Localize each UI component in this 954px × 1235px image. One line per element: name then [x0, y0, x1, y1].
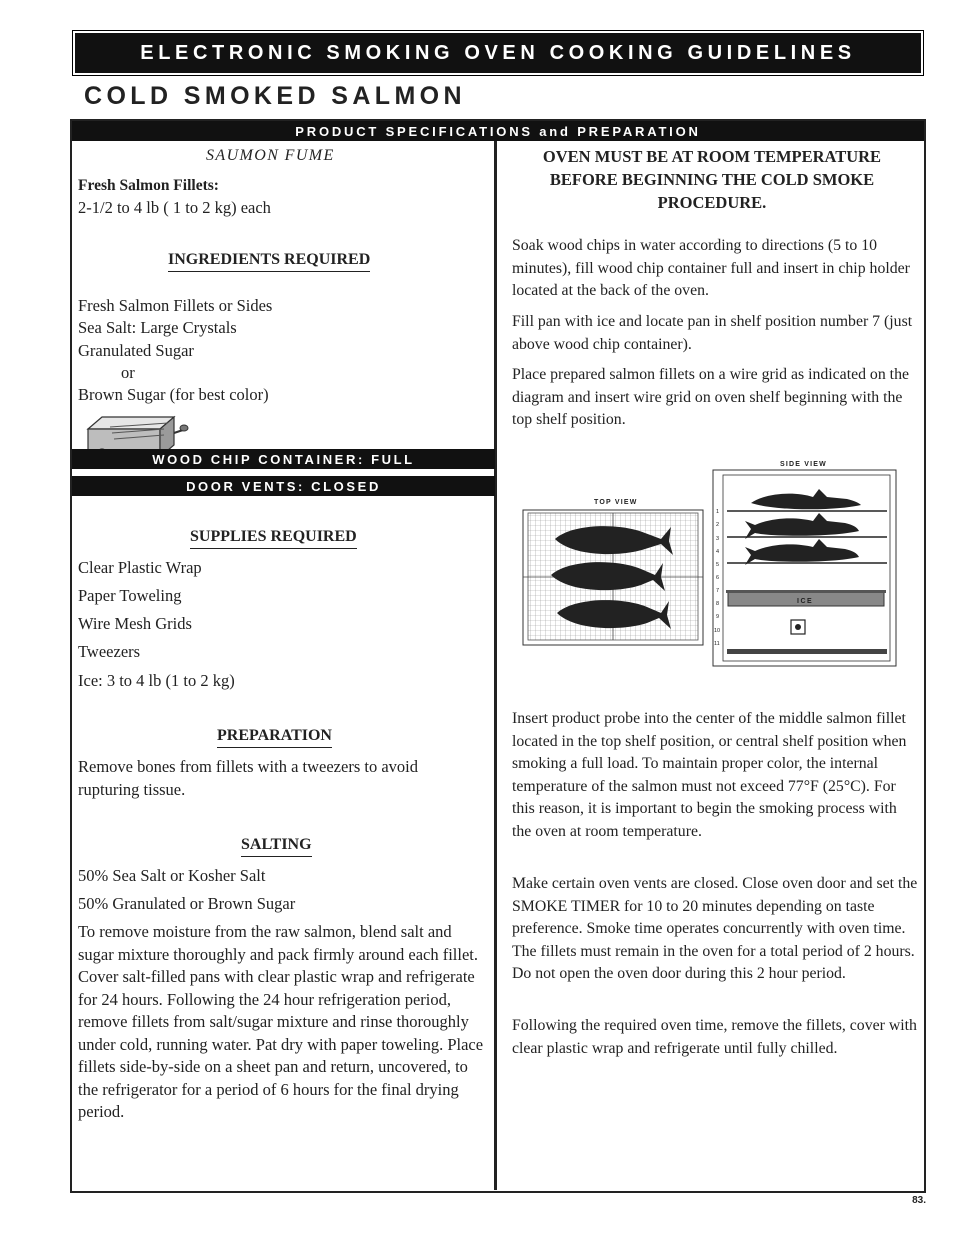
product-subtitle: SAUMON FUME [206, 147, 335, 164]
ingredient-item: Granulated Sugar [78, 341, 194, 360]
shelf-number: 6 [716, 575, 720, 581]
column-divider [494, 141, 497, 1190]
salting-item: 50% Sea Salt or Kosher Salt [78, 866, 266, 885]
preparation-text: Remove bones from fillets with a tweezers to avoid rupturing tissue. [78, 757, 418, 799]
product-label: Fresh Salmon Fillets: [78, 177, 219, 194]
salmon-fillet-side [745, 489, 861, 565]
door-vents-bar: DOOR VENTS: CLOSED [72, 476, 495, 496]
supply-item: Tweezers [78, 642, 141, 661]
salting-item: 50% Granulated or Brown Sugar [78, 894, 296, 913]
shelf-number: 7 [716, 588, 720, 594]
shelf-number: 2 [716, 522, 720, 528]
instruction-paragraph: Place prepared salmon fillets on a wire grid as indicated on the diagram and insert wire grid on oven shelf beginning with the top shelf position. [512, 366, 909, 429]
ingredient-item: Fresh Salmon Fillets or Sides [78, 296, 273, 315]
preparation-heading: PREPARATION [217, 727, 332, 748]
page-number: 83. [912, 1195, 926, 1206]
shelf-number: 9 [716, 614, 720, 620]
wood-chip-bar: WOOD CHIP CONTAINER: FULL [72, 449, 495, 469]
ingredient-item: or [121, 363, 135, 382]
instruction-paragraph: Following the required oven time, remove the fillets, cover with clear plastic wrap and refrigerate until fully chilled. [512, 1017, 917, 1057]
oven-warning: OVEN MUST BE AT ROOM TEMPERATURE BEFORE BEGINNING THE COLD SMOKE PROCEDURE. [542, 147, 882, 212]
side-view-label: SIDE VIEW [780, 461, 827, 468]
instruction-paragraph: Soak wood chips in water according to directions (5 to 10 minutes), fill wood chip container full and insert in chip holder located at the back of the oven. [512, 237, 910, 300]
shelf-number: 5 [716, 562, 720, 568]
ingredients-heading: INGREDIENTS REQUIRED [168, 251, 370, 272]
shelf-number: 4 [716, 549, 720, 555]
supply-item: Clear Plastic Wrap [78, 558, 202, 577]
supplies-heading: SUPPLIES REQUIRED [190, 528, 357, 549]
supply-item: Wire Mesh Grids [78, 614, 192, 633]
supply-item: Ice: 3 to 4 lb (1 to 2 kg) [78, 671, 235, 690]
ingredient-item: Sea Salt: Large Crystals [78, 318, 237, 337]
instruction-paragraph: Make certain oven vents are closed. Close oven door and set the SMOKE TIMER for 10 to 20 minutes depending on taste preference. Smoke time operates concurrently with oven time. The fillets must remain in the oven for a total period of 2 hours. Do not open the oven door during this 2 hour period. [512, 875, 918, 983]
salmon-fillet-top [551, 526, 673, 629]
shelf-number: 10 [714, 628, 721, 634]
header-title: ELECTRONIC SMOKING OVEN COOKING GUIDELINES [75, 33, 921, 73]
spec-bar: PRODUCT SPECIFICATIONS and PREPARATION [72, 121, 924, 141]
oven-diagram [515, 455, 905, 670]
top-view-label: TOP VIEW [594, 499, 638, 506]
ice-label: ICE [797, 598, 814, 605]
page-title: COLD SMOKED SALMON [84, 82, 466, 110]
shelf-number: 8 [716, 601, 720, 607]
shelf-number: 11 [714, 641, 720, 647]
product-size: 2-1/2 to 4 lb ( 1 to 2 kg) each [78, 198, 271, 217]
supply-item: Paper Toweling [78, 586, 182, 605]
shelf-number: 1 [716, 509, 720, 515]
ingredient-item: Brown Sugar (for best color) [78, 385, 269, 404]
shelf-number: 3 [716, 536, 720, 542]
instruction-paragraph: Insert product probe into the center of the middle salmon fillet located in the top shelf position, or central shelf position when smoking a full load. To maintain proper color, the internal temperature of the salmon must not exceed 77°F (25°C). For this reason, it is important to begin the smoking process with the oven at room temperature. [512, 710, 907, 840]
salting-text: To remove moisture from the raw salmon, blend salt and sugar mixture thoroughly and pack firmly around each fillet. Cover salt-filled pans with clear plastic wrap and refrigerate for 24 hours. Following the 24 hour refrigeration period, remove fillets from salt/sugar mixture and rinse thoroughly under cold, running water. Pat dry with paper toweling. Place fillets side-by-side on a sheet pan and return, uncovered, to the refrigerator for a period of 6 hours for the final drying period. [78, 922, 484, 1121]
salting-heading: SALTING [241, 836, 312, 857]
instruction-paragraph: Fill pan with ice and locate pan in shelf position number 7 (just above wood chip container). [512, 313, 913, 353]
